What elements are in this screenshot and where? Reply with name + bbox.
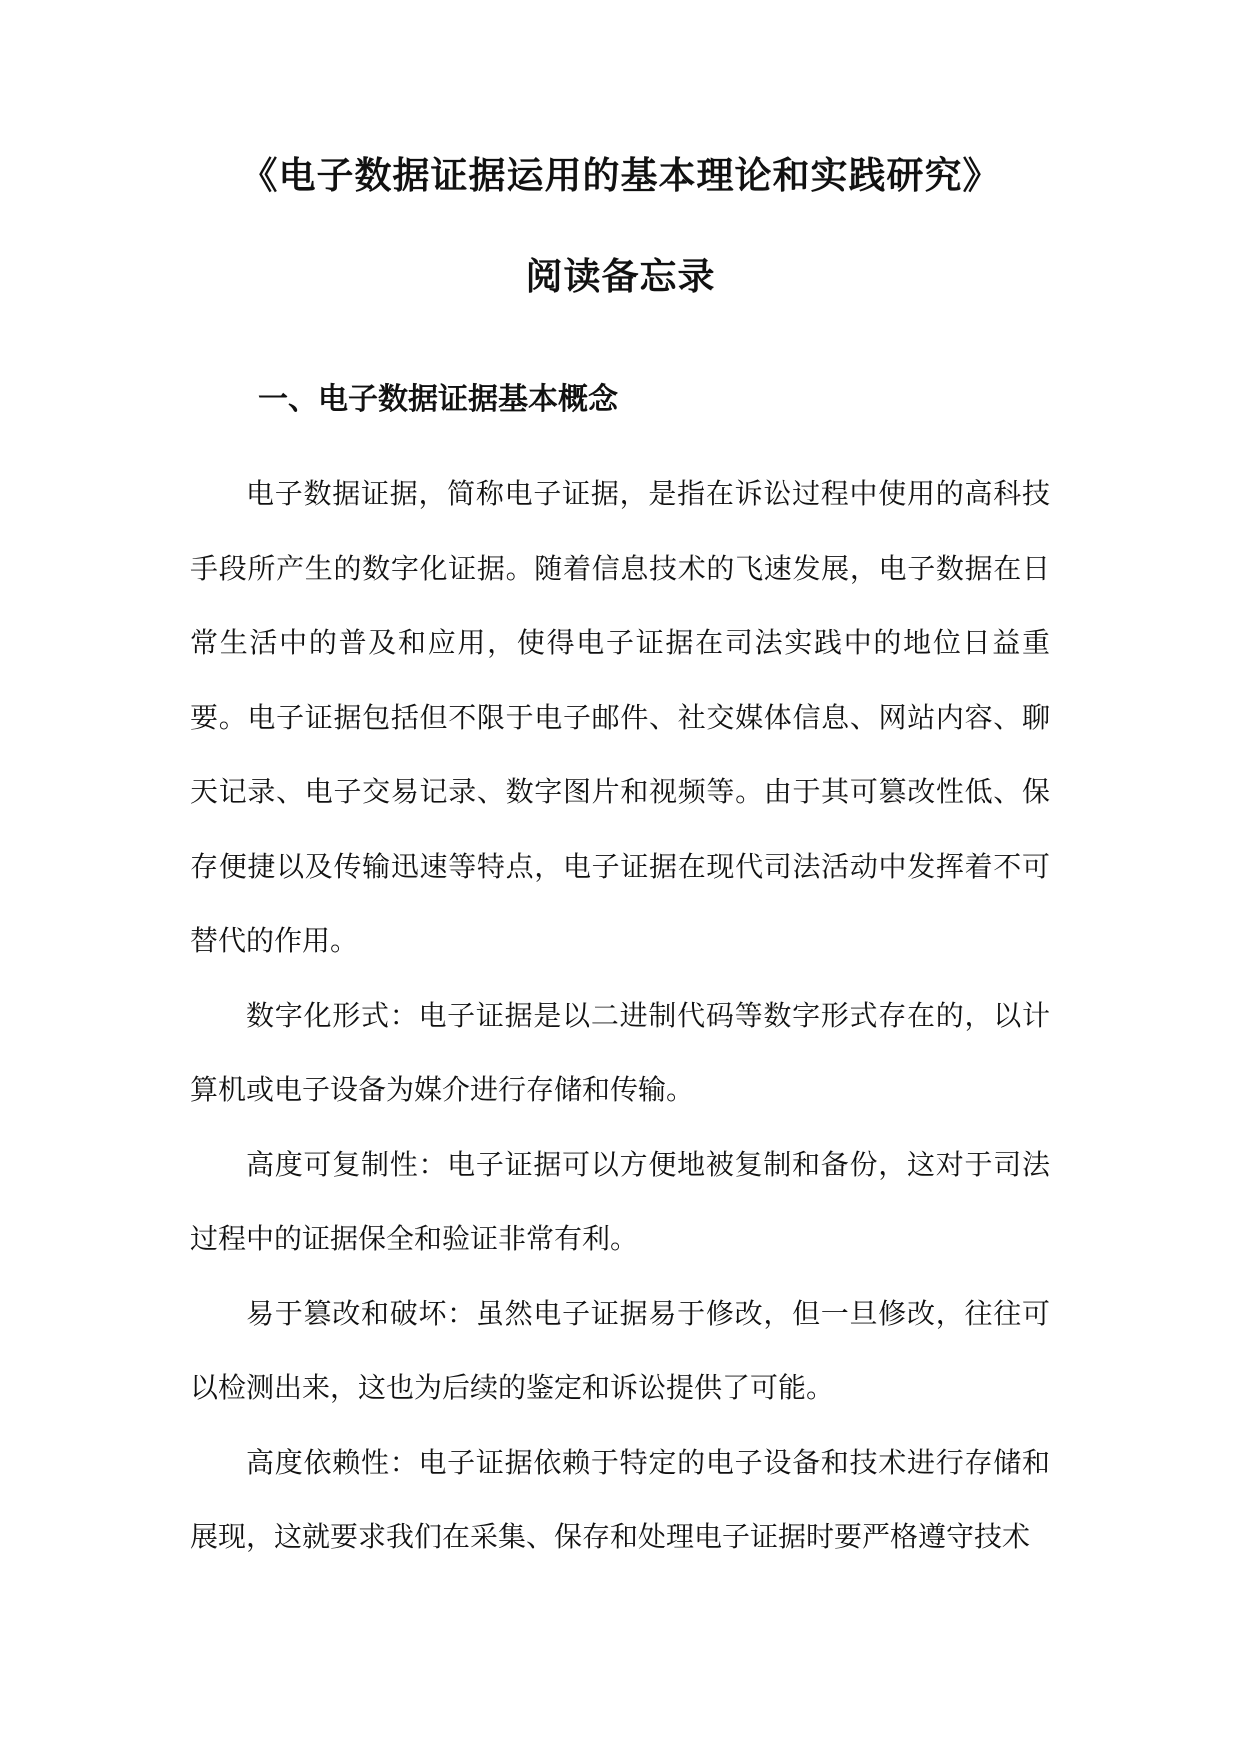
paragraph-definition: 电子数据证据，简称电子证据，是指在诉讼过程中使用的高科技手段所产生的数字化证据。随着信息技术的飞速发展，电子数据在日常生活中的普及和应用，使得电子证据在司法实践中的地位日益重要。电子证据包括但不限于电子邮件、社交媒体信息、网站内容、聊天记录、电子交易记录、数字图片和视频等。由于其可篡改性低、保存便捷以及传输迅速等特点，电子证据在现代司法活动中发挥着不可替代的作用。 (190, 477, 1050, 957)
paragraph-digital-form: 数字化形式：电子证据是以二进制代码等数字形式存在的，以计算机或电子设备为媒介进行存储和传输。 (190, 998, 1050, 1106)
body-text (190, 457, 1050, 1575)
document-subtitle: 阅读备忘录 (525, 254, 716, 298)
paragraph-dependency: 高度依赖性：电子证据依赖于特定的电子设备和技术进行存储和展现，这就要求我们在采集、保存和处理电子证据时要严格遵守技术 (190, 1445, 1050, 1553)
paragraph-replicability: 高度可复制性：电子证据可以方便地被复制和备份，这对于司法过程中的证据保全和验证非常有利。 (190, 1147, 1050, 1255)
paragraph-tampering: 易于篡改和破坏：虽然电子证据易于修改，但一旦修改，往往可以检测出来，这也为后续的鉴定和诉讼提供了可能。 (190, 1296, 1050, 1404)
document-title: 《电子数据证据运用的基本理论和实践研究》 (240, 153, 1001, 197)
section-heading: 一、电子数据证据基本概念 (258, 382, 618, 417)
